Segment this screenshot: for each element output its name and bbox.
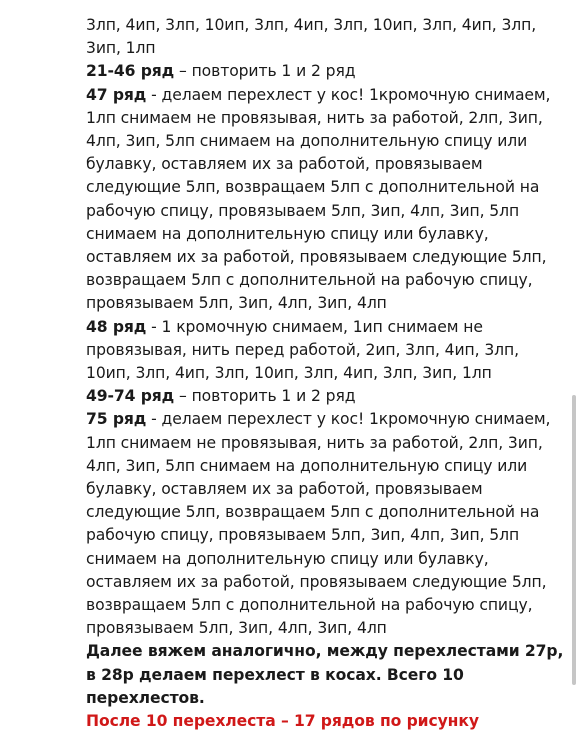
scrollbar-thumb[interactable] xyxy=(572,395,576,685)
row-label: 21-46 ряд xyxy=(86,62,175,81)
paragraph-row-48 xyxy=(86,316,566,386)
paragraph-final-note xyxy=(86,710,566,733)
paragraph-row-75 xyxy=(86,408,566,640)
paragraph-continue-note xyxy=(86,640,566,710)
row-label: 49-74 ряд xyxy=(86,387,175,406)
paragraph-text: После 10 перехлеста – 17 рядов по рисунку xyxy=(86,712,479,731)
paragraph-text: - 1 кромочную снимаем, 1ип снимаем не провязывая, нить перед работой, 2ип, 3лп, 4ип, 3лп, 10ип, 3лп, 4ип, 3лп, 10ип, 3лп, 4ип, 3лп, 3ип, 1лп xyxy=(86,317,519,383)
paragraph-text: - делаем перехлест у кос! 1кромочную снимаем, 1лп снимаем не провязывая, нить за работой, 2лп, 3ип, 4лп, 3ип, 5лп снимаем на дополнительную спицу или булавку, оставляем их за работой, провязываем следующие 5лп, возвращаем 5лп с дополнительной на рабочую спицу, провязываем 5лп, 3ип, 4лп, 3ип, 5лп снимаем на дополнительную спицу или булавку, оставляем их за работой, провязываем следующие 5лп, возвращаем 5лп с дополнительной на рабочую спицу, провязываем 5лп, 3ип, 4лп, 3ип, 4лп xyxy=(86,410,551,638)
row-label: 75 ряд xyxy=(86,410,147,429)
paragraph-text: - делаем перехлест у кос! 1кромочную снимаем, 1лп снимаем не провязывая, нить за работой, 2лп, 3ип, 4лп, 3ип, 5лп снимаем на дополнительную спицу или булавку, оставляем их за работой, провязываем следующие 5лп, возвращаем 5лп с дополнительной на рабочую спицу, провязываем 5лп, 3ип, 4лп, 3ип, 5лп снимаем на дополнительную спицу или булавку, оставляем их за работой, провязываем следующие 5лп, возвращаем 5лп с дополнительной на рабочую спицу, провязываем 5лп, 3ип, 4лп, 3ип, 4лп xyxy=(86,85,551,313)
paragraph-text: Далее вяжем аналогично, между перехлестами 27р, в 28р делаем перехлест в косах. Всего 10 перехлестов. xyxy=(86,642,564,707)
paragraph-row-pattern-end xyxy=(86,14,566,60)
paragraph-text: – повторить 1 и 2 ряд xyxy=(174,62,356,81)
paragraph-row-47 xyxy=(86,84,566,316)
row-label: 47 ряд xyxy=(86,85,147,104)
paragraph-text: 3лп, 4ип, 3лп, 10ип, 3лп, 4ип, 3лп, 10ип, 3лп, 4ип, 3лп, 3ип, 1лп xyxy=(86,16,537,58)
paragraph-text: – повторить 1 и 2 ряд xyxy=(174,387,356,406)
paragraph-rows-21-46 xyxy=(86,60,566,83)
paragraph-rows-49-74 xyxy=(86,385,566,408)
row-label: 48 ряд xyxy=(86,317,147,336)
